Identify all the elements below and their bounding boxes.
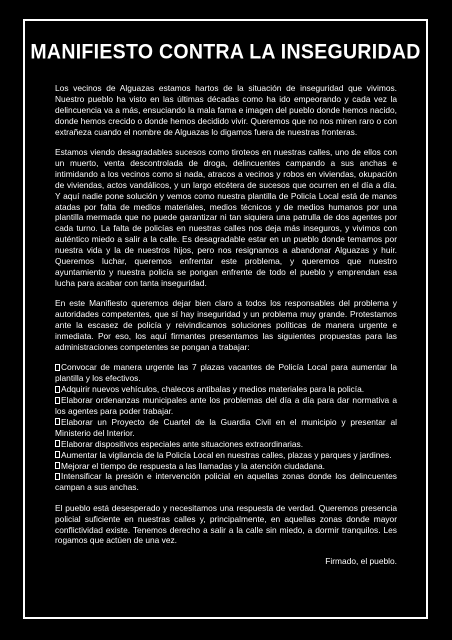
proposals-list — [55, 362, 397, 493]
box-bullet-icon — [55, 440, 60, 447]
proposal-text: Elaborar dispositivos especiales ante situaciones extraordinarias. — [61, 438, 304, 449]
box-bullet-icon — [55, 473, 60, 480]
intro-paragraph: Los vecinos de Alguazas estamos hartos de la situación de inseguridad que vivimos. Nuestro pueblo ha visto en las últimas décadas como ha ido empeorando y cada vez la delincuencia va a más, ensuciando la mala fama e imagen del pueblo donde hemos nacido, donde hemos crecido o donde hemos decidido vivir. Queremos que no nos miren raro o con extrañeza cuando el nombre de Alguazas lo digamos fuera de nuestras fronteras. — [55, 83, 397, 137]
list-item — [55, 461, 397, 472]
list-item — [55, 395, 397, 417]
box-bullet-icon — [55, 397, 60, 404]
list-item — [55, 417, 397, 439]
box-bullet-icon — [55, 462, 60, 469]
list-item — [55, 450, 397, 461]
list-item — [55, 439, 397, 450]
demands-paragraph: En este Manifiesto queremos dejar bien claro a todos los responsables del problema y autoridades competentes, que sí hay inseguridad y un problema muy grande. Protestamos ante la escasez de policía y reivindicamos soluciones políticas de manera urgente e inmediata. Por eso, los aquí firmantes presentamos las siguientes propuestas para las administraciones competentes se pongan a trabajar: — [55, 298, 397, 352]
list-item — [55, 471, 397, 493]
proposal-text: Elaborar un Proyecto de Cuartel de la Guardia Civil en el municipio y presentar al Ministerio del Interior. — [55, 416, 397, 438]
list-item — [55, 384, 397, 395]
list-item — [55, 362, 397, 384]
proposal-text: Intensificar la presión e intervención policial en aquellas zonas donde los delincuentes campan a sus anchas. — [55, 471, 397, 493]
events-paragraph: Estamos viendo desagradables sucesos como tiroteos en nuestras calles, uno de ellos con un muerto, venta descontrolada de droga, delincuentes campando a sus anchas e intimidando a los vecinos como si nada, atracos a vecinos y robos en viviendas, okupación de viviendas, actos vandálicos, y un largo etcétera de sucesos que ocurren en el día a día. Y aquí nadie pone solución y vemos como nuestra plantilla de Policía Local está de manos atadas por falta de medios materiales, medios técnicos y de medios humanos por una plantilla mermada que no puede garantizar ni tan siquiera una patrulla de dos agentes por cada turno. La falta de policías en nuestras calles nos deja más inseguros, y vivimos con auténtico miedo a salir a la calle. Es desagradable estar en un pueblo donde temamos por nuestra vida y la de nuestros hijos, pero nos resignamos a abandonar Alguazas y huir. Queremos luchar, queremos enfrentar este problema, y queremos que nuestro ayuntamiento y nuestra policía se pongan enfrente de todo el pueblo y emprendan esa lucha para acabar con tanta inseguridad. — [55, 147, 397, 288]
proposal-text: Elaborar ordenanzas municipales ante los problemas del día a día para dar normativa a los agentes para poder trabajar. — [55, 395, 397, 416]
box-bullet-icon — [55, 386, 60, 393]
box-bullet-icon — [55, 364, 60, 371]
signature: Firmado, el pueblo. — [325, 555, 397, 566]
document-title: MANIFIESTO CONTRA LA INSEGURIDAD — [30, 40, 421, 64]
closing-paragraph: El pueblo está desesperado y necesitamos una respuesta de verdad. Queremos presencia policial suficiente en nuestras calles y, principalmente, en aquellas zonas donde mayor conflictividad existe. Tenemos derecho a salir a la calle sin miedo, a dormir tranquilos. Les rogamos que actúen de una vez. — [55, 502, 397, 546]
proposal-text: Aumentar la vigilancia de la Policía Local en nuestras calles, plazas y parques y jardines. — [61, 449, 392, 460]
box-bullet-icon — [55, 418, 60, 425]
box-bullet-icon — [55, 451, 60, 458]
proposal-text: Mejorar el tiempo de respuesta a las llamadas y la atención ciudadana. — [61, 460, 325, 471]
proposal-text: Adquirir nuevos vehículos, chalecos antibalas y medios materiales para la policía. — [61, 384, 365, 395]
proposal-text: Convocar de manera urgente las 7 plazas vacantes de Policía Local para aumentar la plantilla y los efectivos. — [55, 362, 397, 384]
document-body — [55, 83, 397, 576]
